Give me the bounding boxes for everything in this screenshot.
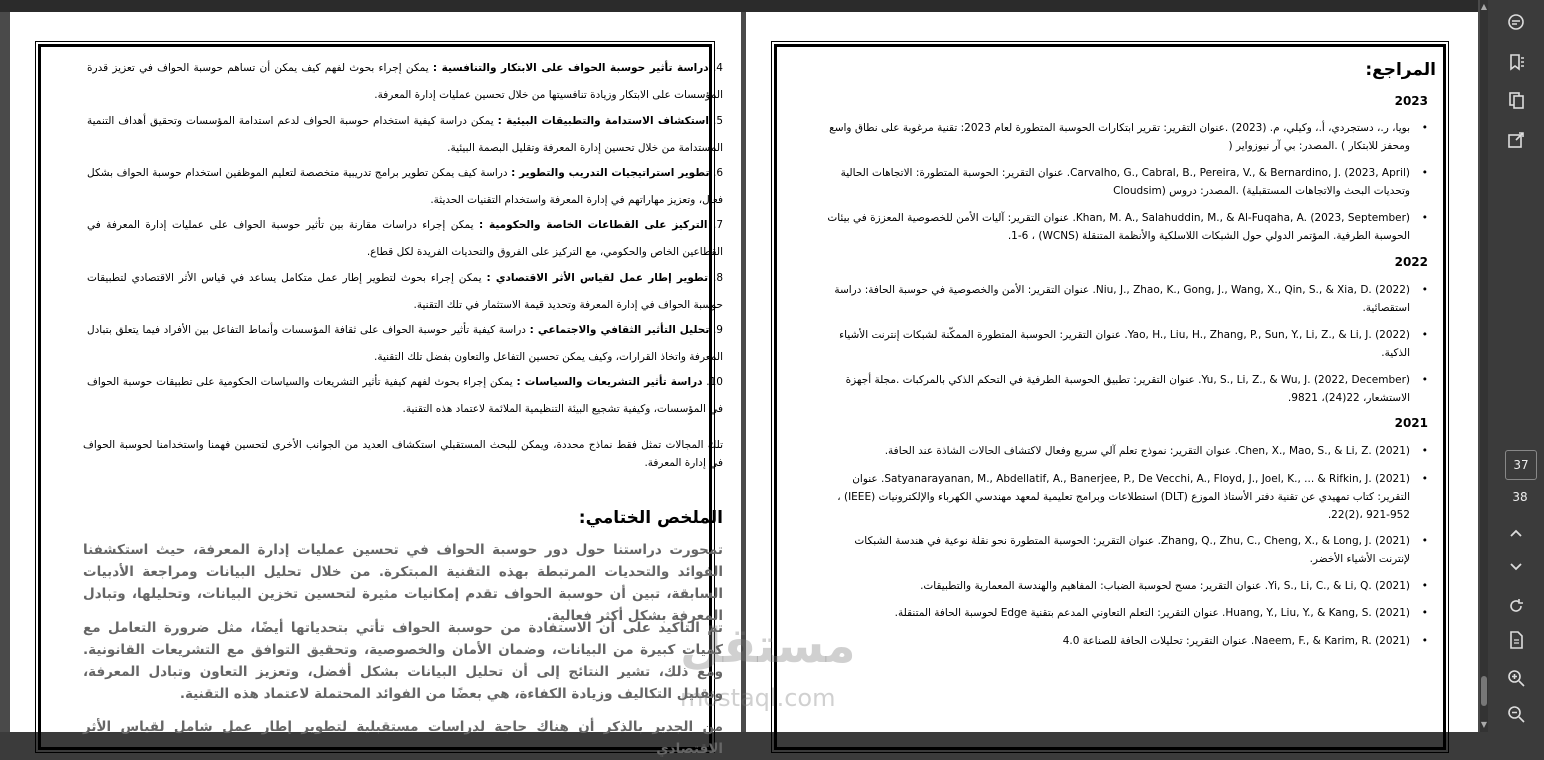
refresh-icon[interactable]: [1504, 596, 1528, 620]
reference-item: • Huang, Y., Liu, Y., & Kang, S. (2021). عنوان التقرير: التعلم التعاوني المدعم بتقنية Edge لحوسبة الحافة المتنقلة.: [894, 607, 1428, 619]
page-down-icon[interactable]: [1504, 556, 1528, 580]
list-item: [87, 317, 723, 371]
item-number: 8.: [712, 272, 724, 284]
year-heading: 2021: [1394, 416, 1428, 430]
copy-icon[interactable]: [1504, 90, 1528, 114]
reference-item: • Yao, H., Liu, H., Zhang, P., Sun, Y., Li, Z., & Li, J. (2022). عنوان التقرير: الحوسبة المتطورة الممكّنة لشبكات إنترنت الأشياء الذكية.: [839, 329, 1428, 359]
list-item: [87, 265, 723, 319]
zoom-in-icon[interactable]: [1504, 668, 1528, 692]
item-number: 10.: [706, 376, 723, 388]
vertical-scrollbar[interactable]: [1480, 0, 1488, 732]
reference-item: • Chen, X., Mao, S., & Li, Z. (2021). عنوان التقرير: نموذج تعلم آلي سريع وفعال لاكتشاف الحالات الشاذة عند الحافة.: [884, 445, 1428, 457]
year-heading: 2023: [1394, 94, 1428, 108]
watermark-url: mostaql.com: [680, 684, 836, 712]
item-text: دراسة كيفية تأثير حوسبة الحواف على ثقافة المؤسسات وأنماط التفاعل بين الأفراد فيما يتعلق بتبادل المعرفة واتخاذ القرارات، وكيف يمكن تحسين التفاعل والتعاون بفضل تلك التقنية.: [87, 324, 723, 363]
page-right: [746, 12, 1478, 732]
page-number-input[interactable]: 37: [1505, 450, 1537, 480]
year-heading: 2022: [1394, 255, 1428, 269]
share-icon[interactable]: [1504, 130, 1528, 154]
summary-paragraph: تمحورت دراستنا حول دور حوسبة الحواف في تحسين عمليات إدارة المعرفة، حيث استكشفنا الفوائد والتحديات المرتبطة بهذه التقنية المبتكرة. من خلال تحليل البيانات ومراجعة الأدبيات السابقة، تبين أن حوسبة الحواف تقدم إمكانيات مثيرة لتحسين تخزين البيانات، وتحليلها، وتبادل المعرفة بشكل أكثر فعالية.: [83, 542, 723, 624]
comment-icon[interactable]: [1504, 12, 1528, 36]
item-title: تحليل التأثير الثقافي والاجتماعي :: [529, 324, 710, 336]
summary-paragraph: من الجدير بالذكر أن هناك حاجة لدراسات مستقبلية لتطوير إطار عمل شامل لقياس الأثر الاقتصادي: [83, 719, 723, 757]
item-number: 4.: [712, 62, 723, 74]
item-text: يمكن إجراء بحوث لفهم كيفية تأثير التشريعات والسياسات الحكومية على تطبيقات حوسبة الحواف في المؤسسات، وكيفية تشجيع البيئة التنظيمية الملائمة لاعتماد هذه التقنية.: [87, 376, 723, 415]
item-title: التركيز على القطاعات الخاصة والحكومية :: [479, 219, 708, 231]
watermark-logo: مستقل: [680, 618, 856, 674]
reference-item: • بويا، ر.، دستجردي، أ.، وكيلي، م. (2023) .عنوان التقرير: تقرير ابتكارات الحوسبة المتطورة لعام 2023: تقنية مرغوبة على نطاق واسع ومحفز للابتكار ) .المصدر: بي آر نيوزواير (: [829, 122, 1428, 152]
zoom-out-icon[interactable]: [1504, 704, 1528, 728]
page-left: [10, 12, 741, 757]
item-number: 7.: [712, 219, 723, 231]
summary-paragraph: تم التأكيد على أن الاستفادة من حوسبة الحواف تأتي بتحدياتها أيضًا، مثل ضرورة التعامل مع كميات كبيرة من البيانات، وضمان الأمان والخصوصية، وتحقيق التوافق مع التشريعات القانونية. ومع ذلك، تشير النتائج إلى أن تحليل البيانات بشكل أفضل، وتعزيز التعاون وتبادل المعرفة، وتقليل التكاليف وزيادة الكفاءة، هي بعضًا من الفوائد المحتملة لاعتماد هذه التقنية.: [83, 620, 723, 702]
list-item: [87, 160, 723, 214]
list-item: [87, 55, 723, 109]
item-title: استكشاف الاستدامة والتطبيقات البيئية :: [497, 115, 709, 127]
item-title: دراسة تأثير حوسبة الحواف على الابتكار والتنافسية :: [432, 62, 709, 74]
bookmark-list-icon[interactable]: [1504, 52, 1528, 76]
page-view-icon[interactable]: [1504, 630, 1528, 654]
top-strip: [0, 0, 1478, 12]
item-text: دراسة كيف يمكن تطوير برامج تدريبية متخصصة لتعليم الموظفين استخدام حوسبة الحواف بشكل فعال، وتعزيز مهاراتهم في إدارة المعرفة واستخدام التقنيات الحديثة.: [87, 167, 723, 206]
scroll-down-arrow-icon[interactable]: ▼: [1480, 720, 1488, 729]
item-title: تطوير استراتيجيات التدريب والتطوير :: [511, 167, 710, 179]
reference-item: • Yi, S., Li, C., & Li, Q. (2021). عنوان التقرير: مسح لحوسبة الضباب: المفاهيم والهندسة المعمارية والتطبيقات.: [920, 580, 1428, 592]
item-text: يمكن إجراء بحوث لفهم كيف يمكن أن تساهم حوسبة الحواف في تعزيز قدرة المؤسسات على الابتكار وزيادة تنافسيتها من خلال تحسين عمليات إدارة المعرفة.: [87, 62, 723, 101]
reference-item: • Naeem, F., & Karim, R. (2021). عنوان التقرير: تحليلات الحافة للصناعة 4.0: [1062, 635, 1428, 647]
references-heading: المراجع:: [1365, 60, 1436, 80]
reference-item: • Niu, J., Zhao, K., Gong, J., Wang, X., Qin, S., & Xia, D. (2022). عنوان التقرير: الأمن والخصوصية في حوسبة الحافة: دراسة استقصائية.: [834, 284, 1428, 314]
page-up-icon[interactable]: [1504, 524, 1528, 548]
item-number: 5.: [712, 115, 723, 127]
item-number: 9.: [712, 324, 723, 336]
summary-heading: الملخص الختامي:: [578, 508, 723, 528]
next-page-number: 38: [1512, 490, 1528, 504]
reference-item: • Satyanarayanan, M., Abdellatif, A., Banerjee, P., De Vecchi, A., Floyd, J., Joel, K., ... & Rifkin, J. (2021). عنوان التقرير: كتاب تمهيدي عن تقنية دفتر الأستاذ الموزع (DLT) استطلاعات وبرامج تعليمية لمعهد مهندسي الكهرباء والإلكترونيات (IEEE) ، 22(2)، 921-952.: [837, 473, 1428, 521]
item-text: يمكن إجراء دراسات مقارنة بين تأثير حوسبة الحواف على عمليات إدارة المعرفة في القطاعين الخاص والحكومي، مع التركيز على الفروق والتحديات الفريدة لكل قطاع.: [87, 219, 723, 258]
item-text: يمكن إجراء بحوث لتطوير إطار عمل متكامل يساعد في قياس الأثر الاقتصادي لتطبيقات حوسبة الحواف في إدارة المعرفة وتحديد قيمة الاستثمار في تلك التقنية.: [87, 272, 723, 311]
closing-paragraph: تلك المجالات تمثل فقط نماذج محددة، ويمكن للبحث المستقبلي استكشاف العديد من الجوانب الأخرى لتحسين فهمنا واستخدامنا لحوسبة الحواف في إدارة المعرفة.: [83, 439, 723, 469]
reference-item: • Yu, S., Li, Z., & Wu, J. (2022, December). عنوان التقرير: تطبيق الحوسبة الطرفية في التحكم الذكي بالمركبات .مجلة أجهزة الاستشعار، 22(24)، 9821.: [845, 374, 1428, 404]
reference-item: • Carvalho, G., Cabral, B., Pereira, V., & Bernardino, J. (2023, April). عنوان التقرير: الحوسبة المتطورة: الاتجاهات الحالية وتحديات البحث والاتجاهات المستقبلية) .المصدر: دروس (Cloudsim: [840, 167, 1428, 197]
scroll-up-arrow-icon[interactable]: ▲: [1480, 2, 1488, 11]
reference-item: • Khan, M. A., Salahuddin, M., & Al-Fuqaha, A. (2023, September). عنوان التقرير: آليات الأمن للخصوصية المعززة في بيئات الحوسبة الطرفية. المؤتمر الدولي حول الشبكات اللاسلكية والأنظمة المتنقلة (WCNS) ، 1-6.: [827, 212, 1428, 242]
item-text: يمكن دراسة كيفية استخدام حوسبة الحواف لدعم استدامة المؤسسات وتحقيق أهداف التنمية المستدامة من خلال تحسين إدارة المعرفة وتقليل البصمة البيئية.: [87, 115, 723, 154]
item-title: دراسة تأثير التشريعات والسياسات :: [516, 376, 703, 388]
list-item: [87, 108, 723, 162]
scrollbar-thumb[interactable]: [1481, 676, 1487, 706]
list-item: [87, 369, 723, 423]
right-toolbar: [1488, 0, 1544, 732]
list-item: [87, 212, 723, 266]
item-title: تطوير إطار عمل لقياس الأثر الاقتصادي :: [486, 272, 709, 284]
reference-item: • Zhang, Q., Zhu, C., Cheng, X., & Long, J. (2021). عنوان التقرير: الحوسبة المتطورة نحو نقلة نوعية في هندسة الشبكات لإنترنت الأشياء الأخضر.: [854, 535, 1428, 565]
item-number: 6.: [712, 167, 723, 179]
